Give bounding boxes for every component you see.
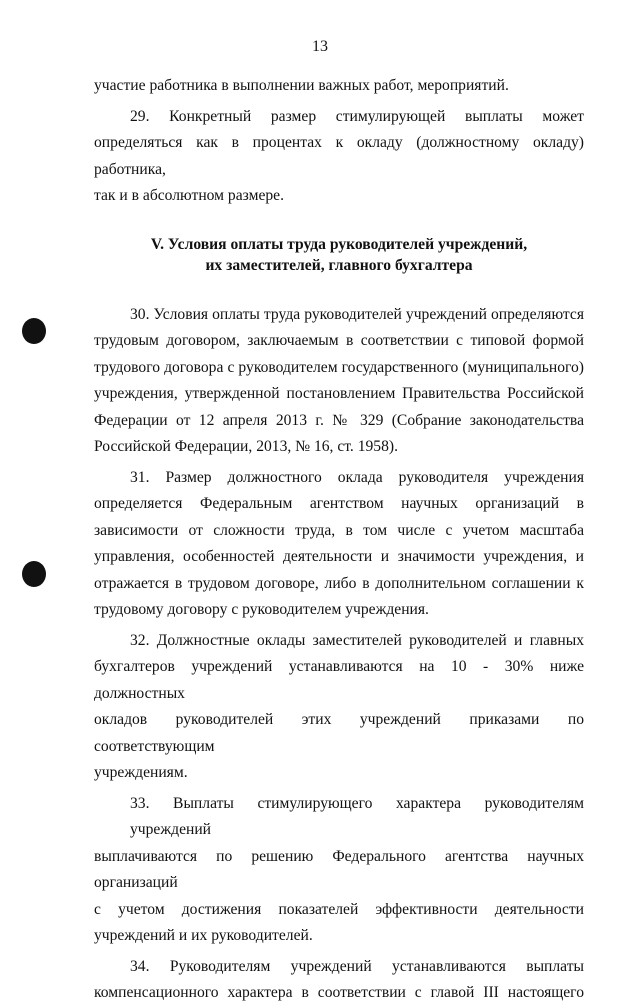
text-line: 31. Размер должностного оклада руководителя учреждения [130, 468, 584, 486]
paragraph-continuation [94, 73, 584, 100]
paragraph-33 [94, 791, 584, 950]
page-number: 13 [312, 38, 328, 55]
paragraph-29 [94, 104, 584, 210]
text-line: управления, особенностей деятельности и значимости учреждения, и [94, 548, 584, 565]
text-line: выплачиваются по решению Федерального агентства научных организаций [94, 847, 584, 891]
text-line: 30. Условия оплаты труда руководителей учреждений определяются [130, 305, 584, 323]
paragraph-31 [94, 465, 584, 624]
text-line: учреждений и их руководителей. [94, 927, 313, 944]
text-line: участие работника в выполнении важных работ, мероприятий. [94, 77, 509, 94]
text-line: 29. Конкретный размер стимулирующей выплаты может [130, 107, 584, 125]
text-line: отражается в трудовом договоре, либо в дополнительном соглашении к [94, 574, 584, 592]
document-body [94, 73, 584, 1007]
text-line: окладов руководителей этих учреждений приказами по соответствующим [94, 711, 584, 755]
text-line: трудовому договору с руководителем учреждения. [94, 601, 429, 618]
text-line: компенсационного характера в соответствии с главой III настоящего [94, 984, 584, 1001]
text-line: 33. Выплаты стимулирующего характера руководителям учреждений [130, 794, 584, 838]
text-line: с учетом достижения показателей эффективности деятельности [94, 900, 584, 918]
paragraph-30 [94, 302, 584, 461]
text-line: трудовым договором, заключаемым в соответствии с типовой формой [94, 332, 584, 349]
text-line: 34. Руководителям учреждений устанавливаются выплаты [130, 957, 584, 975]
section-heading-line-1: V. Условия оплаты труда руководителей учреждений, [150, 235, 528, 253]
text-line: учреждения, утвержденной постановлением Правительства Российской [94, 385, 584, 402]
text-line: зависимости от сложности труда, в том числе с учетом масштаба [94, 521, 584, 539]
text-line: бухгалтеров учреждений устанавливаются на 10 - 30% ниже должностных [94, 658, 584, 702]
text-line: определяется Федеральным агентством научных организаций в [94, 495, 584, 512]
paragraph-34 [94, 954, 584, 1007]
paragraph-32 [94, 628, 584, 787]
section-heading [94, 234, 584, 276]
text-line: учреждениям. [94, 764, 188, 781]
text-line: 32. Должностные оклады заместителей руководителей и главных [130, 631, 584, 649]
text-line: определяться как в процентах к окладу (должностному окладу) работника, [94, 134, 584, 178]
punch-hole-lower [22, 561, 46, 587]
text-line: Федерации от 12 апреля 2013 г. № 329 (Собрание законодательства [94, 411, 584, 429]
text-line: трудового договора с руководителем государственного (муниципального) [94, 358, 584, 376]
text-line: Российской Федерации, 2013, № 16, ст. 1958). [94, 438, 398, 455]
punch-hole-upper [22, 318, 46, 344]
text-line: так и в абсолютном размере. [94, 187, 284, 204]
section-heading-line-2: их заместителей, главного бухгалтера [205, 256, 473, 274]
